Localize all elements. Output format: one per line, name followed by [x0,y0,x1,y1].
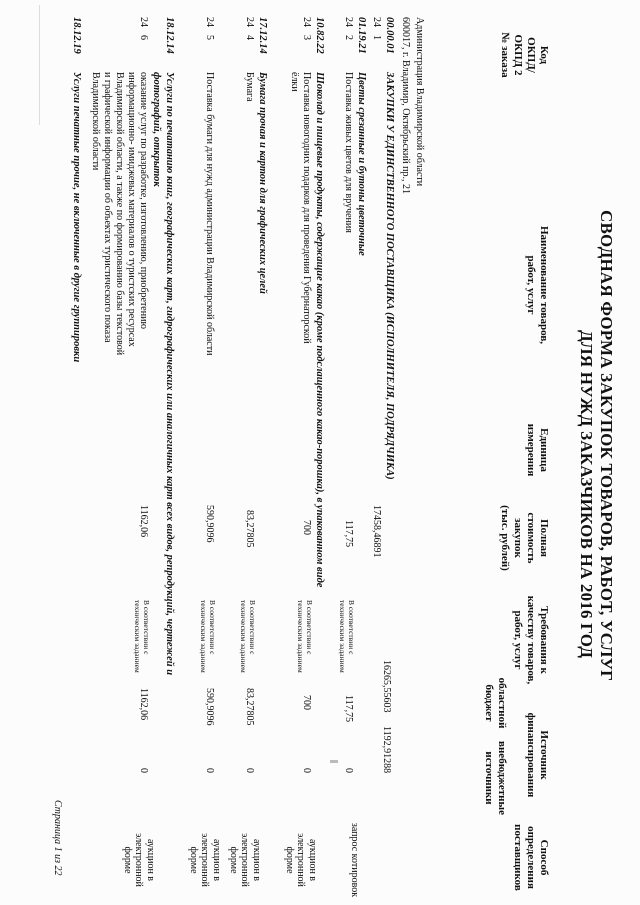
item-desc: Бумага [244,72,255,102]
item-desc-4: и графической информации об объектах туристического показа [102,72,113,343]
doc-title-line1: СВОДНАЯ ФОРМА ЗАКУПОК ТОВАРОВ, РАБОТ, УСЛУГ [597,210,616,682]
section-title: ЗАКУПКИ У ЕДИНСТВЕННОГО ПОСТАВЩИКА (ИСПОЛНИТЕЛЯ, ПОДРЯДЧИКА) [384,72,395,480]
group-4-title-cont: фотографий, открыток [151,72,162,187]
group-1-code: 01.19.21 [356,17,367,54]
item-method: запрос котировок [349,822,360,898]
item-offbudget: 0 [204,768,215,773]
header-quality: Требования к качеству товаров, работ, услуг [512,595,550,685]
header-source-regional: областной бюджет [483,677,508,729]
table-row: 24 [204,17,215,27]
group-2-title: Шоколад и пищевые продукты, содержащие какао (кроме подслащенного какао-порошка), в упакованном виде [314,72,325,588]
table-row: 24 [244,17,255,27]
item-desc-1: оказание услуг по разработке, изготовлению, приобретению [138,72,149,329]
item-regional: 700 [301,695,312,710]
header-name: Наименование товаров, работ, услуг [525,225,550,345]
item-regional: 83,27805 [244,688,255,726]
header-unit: Единица измерения [525,423,550,477]
table-row: 24 [138,17,149,27]
header-source: Источник финансирования [525,712,550,798]
group-5-code: 18.12.19 [71,17,82,54]
item-offbudget: 0 [343,768,354,773]
header-code: Код ОКПД/ ОКПД 2 № заказа [499,32,550,78]
row-num: 24 [371,17,382,27]
item-offbudget: 0 [138,768,149,773]
item-regional: 590,9096 [204,688,215,726]
group-4-title: Услуги по печатанию книг, географических карт, гидрографических или аналогичных карт всех видов, репродукций, чертежей и [164,72,175,676]
item-cost: 117,75 [343,520,354,548]
item-quality: В соответствии с техническим заданием [239,600,257,673]
section-total: 17458,46891 [371,505,382,558]
item-quality: В соответствии с техническим заданием [296,600,314,673]
item-cost: 700 [301,520,312,535]
row-idx: 4 [244,35,255,40]
item-cost: 1162,06 [138,505,149,538]
item-cost: 83,27805 [244,510,255,548]
header-cost: Полная стоимость закупок (тыс. рублей) [499,505,550,571]
section-code: 00.00.01 [384,17,395,54]
group-1-title: Цветы срезанные и бутоны цветочные [356,72,367,256]
table-row: 24 [301,17,312,27]
item-desc-cont: ёлки [289,72,300,92]
row-idx: 6 [138,35,149,40]
row-idx: 5 [204,35,215,40]
group-4-code: 18.12.14 [164,17,175,54]
item-desc-5: Владимирской области [90,72,101,171]
item-method: аукцион в электронной форме [122,833,156,887]
customer-name: Администрация Владимирской области [414,17,425,187]
item-method: аукцион в электронной форме [284,833,318,887]
scan-speck [39,5,40,125]
item-method: аукцион в электронной форме [228,833,262,887]
item-desc: Поставка живых цветов для вручения [343,72,354,233]
doc-title-line2: ДЛЯ НУЖД ЗАКАЗЧИКОВ НА 2016 ГОД [577,330,596,659]
section-regional: 16265,55603 [381,660,392,713]
item-desc-2: информационно- имиджевых материалов о туристских ресурсах [126,72,137,347]
item-quality: В соответствии с техническим заданием [338,600,356,673]
customer-address: 600017, г. Владимир, Октябрьский пр., 21 [400,17,411,194]
row-idx: 2 [343,35,354,40]
item-desc-3: Владимирской области, а также по формированию базы текстовой [114,72,125,356]
item-offbudget: 0 [244,768,255,773]
group-3-title: Бумага прочая и картон для графических целей [257,72,268,294]
item-desc: Поставка новогодних подарков для проведения Губернаторской [301,72,312,344]
header-method: Способ определения поставщиков [512,824,550,891]
scan-speck [330,760,338,763]
table-row: 24 [343,17,354,27]
item-regional: 117,75 [343,695,354,723]
page-number: Страница 1 из 22 [52,800,63,876]
item-quality: В соответствии с техническим заданием [133,600,151,673]
item-offbudget: 0 [301,768,312,773]
item-method: аукцион в электронной форме [188,833,222,887]
row-idx: 3 [301,35,312,40]
group-2-code: 10.82.22 [314,17,325,54]
header-source-offbudget: внебюджетные источники [483,741,508,815]
row-idx: 1 [371,35,382,40]
item-regional: 1162,06 [138,688,149,721]
group-5-title: Услуги печатные прочие, не включенные в другие группировки [71,72,82,363]
section-offbudget: 1192,91288 [381,726,392,774]
item-quality: В соответствии с техническим заданием [199,600,217,673]
item-desc: Поставка бумаги для нужд администрации Владимирской области [204,72,215,356]
group-3-code: 17.12.14 [257,17,268,54]
item-cost: 590,9096 [204,505,215,543]
